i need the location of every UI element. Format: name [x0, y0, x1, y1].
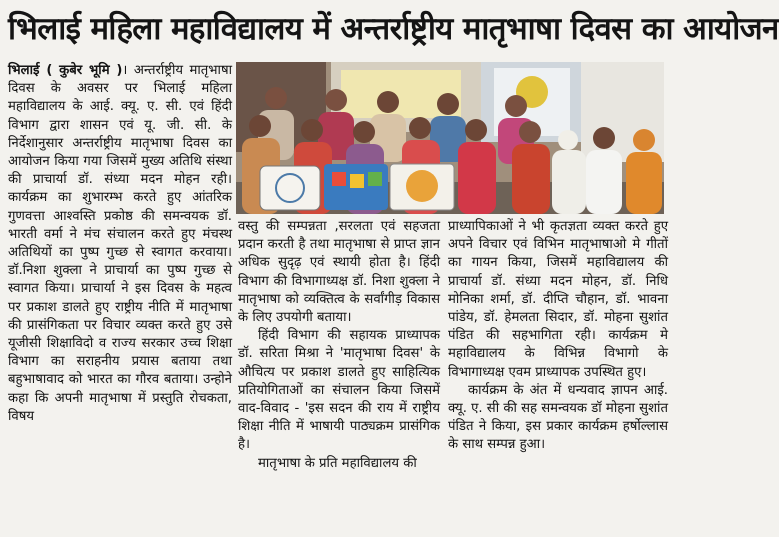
dateline: भिलाई ( कुबेर भूमि ): [8, 63, 123, 78]
col2-paragraph-2: हिंदी विभाग की सहायक प्राध्यापक डॉ. सरिता मिश्रा ने 'मातृभाषा दिवस' के औचित्य पर प्रकाश डालते हुए साहित्यिक प्रतियोगिताओं का संचालन किया जिसमें वाद-विवाद - 'इस सदन की राय में राष्ट्रीय शिक्षा नीति में भाषायी पाठ्यक्रम प्रासंगिक है।: [238, 328, 440, 453]
event-photo-illustration: [236, 62, 664, 214]
col2-paragraph-1: वस्तु की सम्पन्नता ,सरलता एवं सहजता प्रदान करती है तथा मातृभाषा से प्राप्त ज्ञान अधिक सुदृढ़ एवं स्थायी होता है। हिंदी विभाग की विभागाध्यक्ष डॉ. निशा शुक्ला ने मातृभाषा को व्यक्तित्व के सर्वांगीड़ विकास के लिए उपयोगी बताया।: [238, 219, 440, 326]
article-column-3: [448, 218, 668, 530]
col3-paragraph-1: प्राध्यापिकाओं ने भी कृतज्ञता व्यक्त करते हुए अपने विचार एवं विभिन मातृभाषाओ मे गीतों का गायन किया, जिसमें महाविद्यालय की प्राचार्या डॉ. संध्या मदन मोहन, डॉ. निधि मोनिका शर्मा, डॉ. दीप्ति चौहान, डॉ. भावना पांडेय, डॉ. हेमलता सिदार, डॉ. मोहना सुशांत पंडित की सहभागिता रही। कार्यक्रम मे महाविद्यालय के विभिन्न विभागो के विभागाध्यक्ष एवम प्राध्यापक उपस्थित हुए।: [448, 219, 668, 380]
col1-paragraph-1: । अन्तर्राष्ट्रीय मातृभाषा दिवस के अवसर पर भिलाई महिला महाविद्यालय के आई. क्यू. ए. सी. एवं हिंदी विभाग द्वारा शासन एवं यू. जी. सी. के निर्देशानुसार अन्तर्राष्ट्रीय मातृभाषा दिवस का आयोजन किया गया जिसमें मुख्य अतिथि संस्था की प्राचार्या डॉ. संध्या मदन मोहन रही। कार्यक्रम का शुभारम्भ करते हुए आंतरिक गुणवत्ता आश्वस्ति प्रकोष्ठ की समन्वयक डॉ. भारती वर्मा ने मंच संचालन करते हुए मंचस्थ अतिथियों का पुष्प गुच्छ से स्वागत करवाया। डॉ.निशा शुक्ला ने प्राचार्या का पुष्प गुच्छ से स्वागत किया। प्राचार्या ने इस दिवस के महत्व पर प्रकाश डालते हुए राष्ट्रीय नीति में मातृभाषा की प्रासंगिकता पर विचार व्यक्त करते हुए उसे यूजीसी शिक्षाविदो व राज्य सरकार उच्च शिक्षा विभाग का सराहनीय प्रयास बताया तथा बहुभाषावाद को भारत का गौरव बताया। उन्होने कहा कि अपनी मातृभाषा में प्रस्तुति रोचकता, विषय: [8, 63, 233, 424]
article-column-1: [8, 62, 232, 532]
event-photo: [236, 62, 664, 214]
article-column-2: [238, 218, 440, 530]
col3-paragraph-2: कार्यक्रम के अंत में धन्यवाद ज्ञापन आई. क्यू. ए. सी की सह समन्वयक डॉ मोहना सुशांत पंडित ने किया, इस प्रकार कार्यक्रम हर्षोल्लास के साथ सम्पन्न हुआ।: [448, 382, 668, 453]
headline: भिलाई महिला महाविद्यालय में अन्तर्राष्ट्रीय मातृभाषा दिवस का आयोजन: [8, 11, 779, 47]
col2-paragraph-3: मातृभाषा के प्रति महाविद्यालय की: [258, 455, 417, 471]
